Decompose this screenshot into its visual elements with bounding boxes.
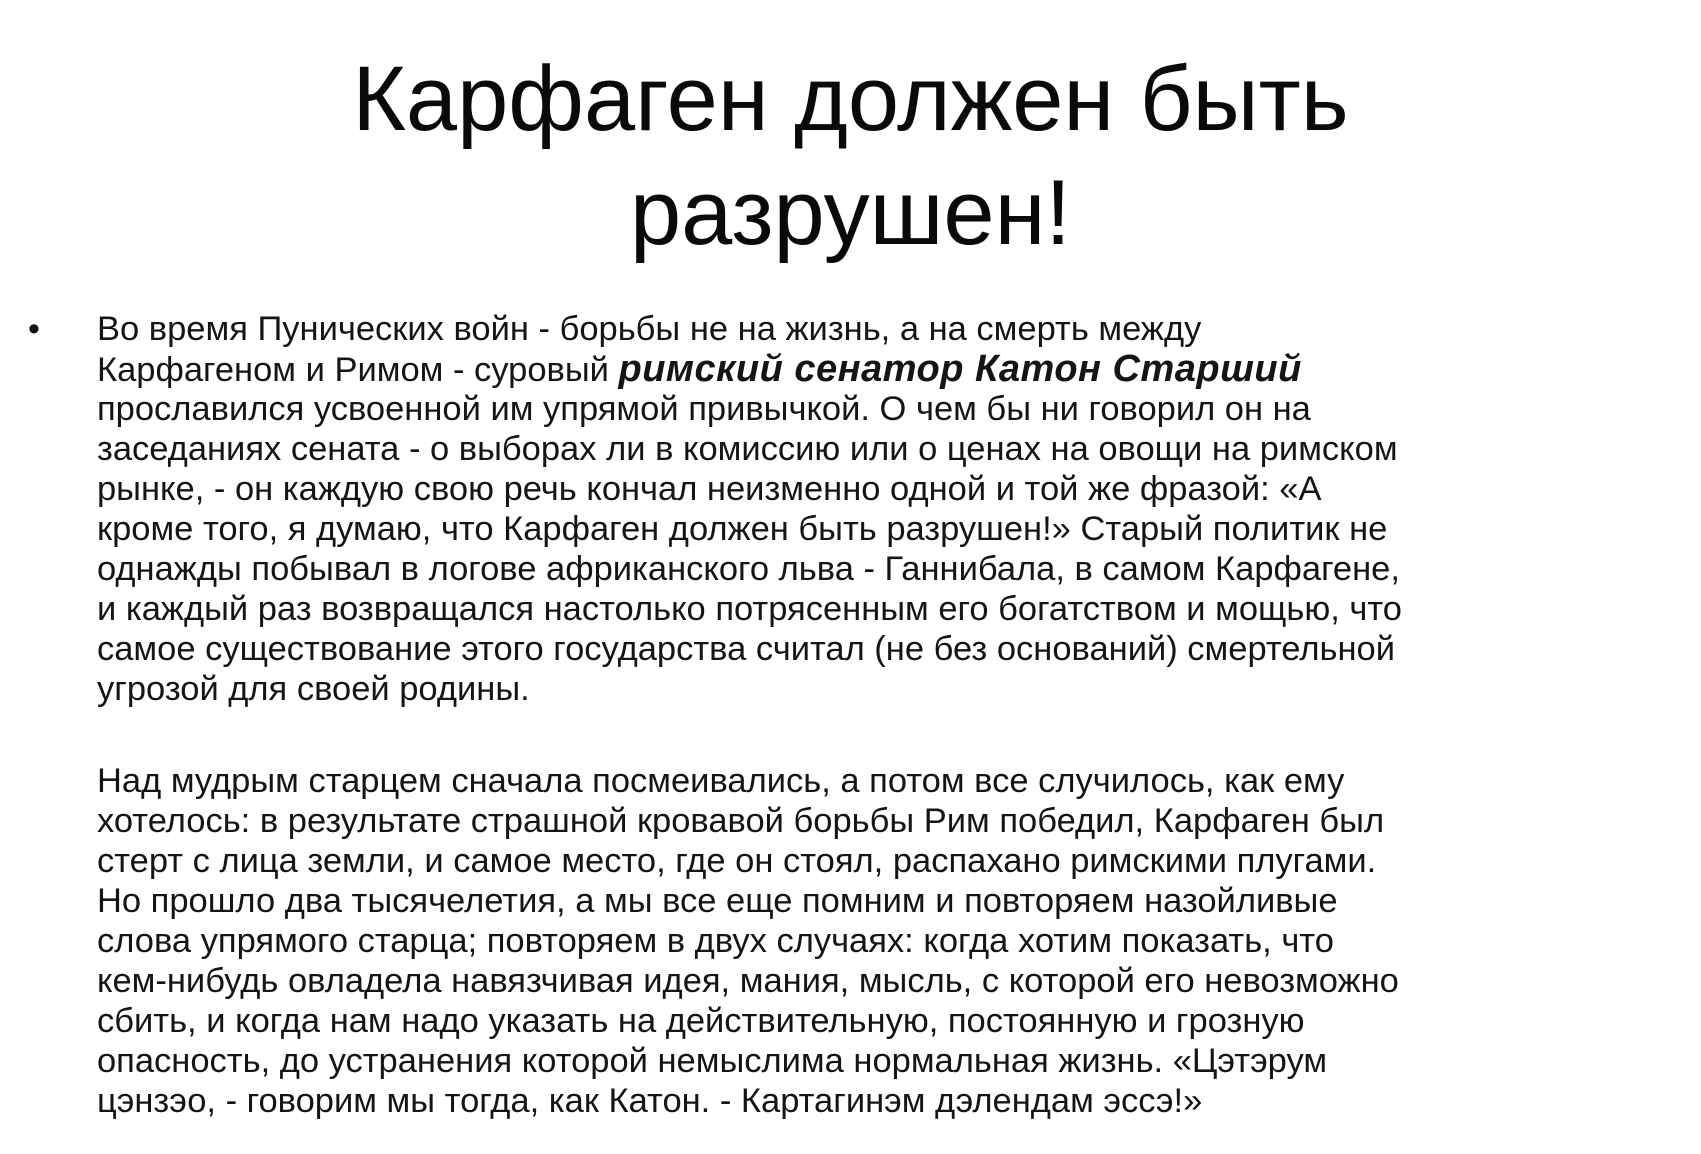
text-line: рынке, - он каждую свою речь кончал неизменно одной и той же фразой: «А (97, 470, 1322, 508)
text-line: Во время Пунических войн - борьбы не на жизнь, а на смерть между (97, 310, 1202, 348)
text-line: самое существование этого государства считал (не без оснований) смертельной (97, 630, 1395, 668)
text-line: Над мудрым старцем сначала посмеивались, а потом все случилось, как ему (97, 762, 1345, 800)
paragraph-1 (97, 309, 1677, 709)
text-line: хотелось: в результате страшной кровавой борьбы Рим победил, Карфаген был (97, 802, 1385, 840)
slide-title (0, 42, 1701, 270)
text-line: прославился усвоенной им упрямой привычкой. О чем бы ни говорил он на (97, 390, 1311, 428)
text-line-with-emphasis (97, 349, 1677, 389)
text-line: стерт с лица земли, и самое место, где он стоял, распахано римскими плугами. (97, 842, 1377, 880)
emphasized-name: римский сенатор Катон Старший (618, 348, 1302, 390)
text-line: и каждый раз возвращался настолько потрясенным его богатством и мощью, что (97, 590, 1402, 628)
text-line: Но прошло два тысячелетия, а мы все еще помним и повторяем назойливые (97, 882, 1338, 920)
slide-title-line-1: Карфаген должен быть (352, 48, 1349, 150)
text-line: однажды побывал в логове африканского льва - Ганнибала, в самом Карфагене, (97, 550, 1400, 588)
slide-title-line-2: разрушен! (630, 162, 1071, 264)
text-line: кроме того, я думаю, что Карфаген должен быть разрушен!» Старый политик не (97, 510, 1388, 548)
paragraph-2 (97, 761, 1677, 1121)
text-line: слова упрямого старца; повторяем в двух случаях: когда хотим показать, что (97, 922, 1334, 960)
text-line: угрозой для своей родины. (97, 670, 530, 708)
text-line: цэнзэо, - говорим мы тогда, как Катон. - Картагинэм дэлендам эссэ!» (97, 1082, 1203, 1120)
text-line: сбить, и когда нам надо указать на действительную, постоянную и грозную (97, 1002, 1305, 1040)
text-line: кем-нибудь овладела навязчивая идея, мания, мысль, с которой его невозможно (97, 962, 1399, 1000)
text-fragment: Карфагеном и Римом - суровый (97, 351, 619, 389)
text-line: опасность, до устранения которой немыслима нормальная жизнь. «Цэтэрум (97, 1042, 1328, 1080)
body-text (97, 309, 1677, 1121)
text-line: заседаниях сената - о выборах ли в комиссию или о ценах на овощи на римском (97, 430, 1398, 468)
paragraph-gap (97, 709, 1677, 761)
bullet-marker: • (28, 310, 40, 348)
